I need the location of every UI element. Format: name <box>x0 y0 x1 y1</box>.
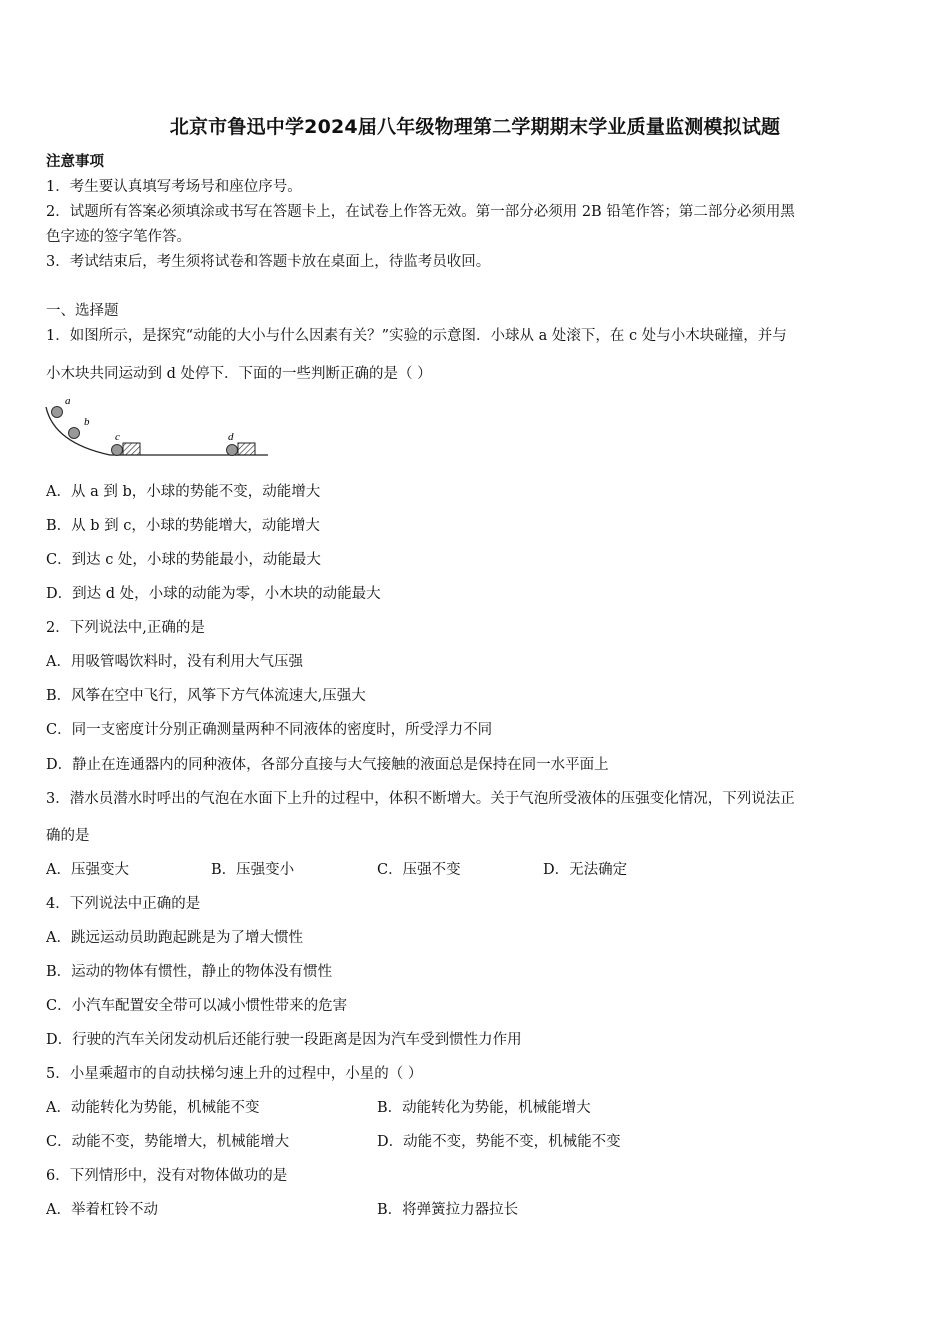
label-d: d <box>228 431 234 443</box>
question-4-stem: 4．下列说法中正确的是 <box>46 896 201 912</box>
ball-b <box>69 428 80 439</box>
block-c <box>123 443 140 455</box>
label-c: c <box>115 431 120 443</box>
option: A．跳远运动员助跑起跳是为了增大惯性 <box>46 930 303 946</box>
option: B．动能转化为势能，机械能增大 <box>377 1100 591 1116</box>
option: C．压强不变 <box>377 862 461 878</box>
page-title: 北京市鲁迅中学2024届八年级物理第二学期期末学业质量监测模拟试题 <box>169 116 781 138</box>
ball-c <box>112 445 123 456</box>
option: D．行驶的汽车关闭发动机后还能行驶一段距离是因为汽车受到惯性力作用 <box>46 1032 522 1048</box>
option: C．动能不变，势能增大，机械能增大 <box>46 1134 290 1150</box>
question-3-stem: 3．潜水员潜水时呼出的气泡在水面下上升的过程中，体积不断增大。关于气泡所受液体的压强变化情况，下列说法正 <box>46 791 795 807</box>
label-b: b <box>84 416 90 428</box>
option: C．同一支密度计分别正确测量两种不同液体的密度时，所受浮力不同 <box>46 722 493 738</box>
option: D．动能不变，势能不变，机械能不变 <box>377 1134 621 1150</box>
option: B．压强变小 <box>211 862 295 878</box>
option: D．静止在连通器内的同种液体，各部分直接与大气接触的液面总是保持在同一水平面上 <box>46 757 609 773</box>
ball-a <box>52 407 63 418</box>
ball-d <box>227 445 238 456</box>
option: D．无法确定 <box>543 862 628 878</box>
option: B．风筝在空中飞行，风筝下方气体流速大,压强大 <box>46 688 366 704</box>
option: A．动能转化为势能，机械能不变 <box>46 1100 260 1116</box>
option: C．到达 c 处，小球的势能最小，动能最大 <box>46 552 321 568</box>
label-a: a <box>65 395 71 407</box>
option: A．用吸管喝饮料时，没有利用大气压强 <box>46 654 303 670</box>
option: D．到达 d 处，小球的动能为零，小木块的动能最大 <box>46 586 381 602</box>
block-d <box>238 443 255 455</box>
notice-item: 1．考生要认真填写考场号和座位序号。 <box>46 179 302 195</box>
q1-figure <box>40 393 280 473</box>
notice-item: 3．考试结束后，考生须将试卷和答题卡放在桌面上，待监考员收回。 <box>46 254 491 270</box>
option: B．将弹簧拉力器拉长 <box>377 1202 519 1218</box>
option: A．压强变大 <box>46 862 129 878</box>
notice-heading: 注意事项 <box>46 153 104 170</box>
option: B．从 b 到 c，小球的势能增大，动能增大 <box>46 518 320 534</box>
option: A．从 a 到 b，小球的势能不变，动能增大 <box>46 484 321 500</box>
option: A．举着杠铃不动 <box>46 1202 158 1218</box>
question-2-stem: 2．下列说法中,正确的是 <box>46 620 205 636</box>
section-heading: 一、选择题 <box>46 303 119 319</box>
question-5-stem: 5．小星乘超市的自动扶梯匀速上升的过程中，小星的（ ） <box>46 1066 423 1082</box>
option: C．小汽车配置安全带可以减小惯性带来的危害 <box>46 998 348 1014</box>
question-1-stem: 小木块共同运动到 d 处停下．下面的一些判断正确的是（ ） <box>46 366 432 382</box>
question-6-stem: 6．下列情形中，没有对物体做功的是 <box>46 1168 288 1184</box>
notice-item: 2．试题所有答案必须填涂或书写在答题卡上，在试卷上作答无效。第一部分必须用 2B 铅笔作答；第二部分必须用黑 <box>46 204 795 220</box>
option: B．运动的物体有惯性，静止的物体没有惯性 <box>46 964 333 980</box>
question-1-stem: 1．如图所示，是探究“动能的大小与什么因素有关？”实验的示意图．小球从 a 处滚下，在 c 处与小木块碰撞，并与 <box>46 328 787 344</box>
question-3-stem: 确的是 <box>46 828 90 844</box>
notice-item: 色字迹的签字笔作答。 <box>46 229 191 245</box>
